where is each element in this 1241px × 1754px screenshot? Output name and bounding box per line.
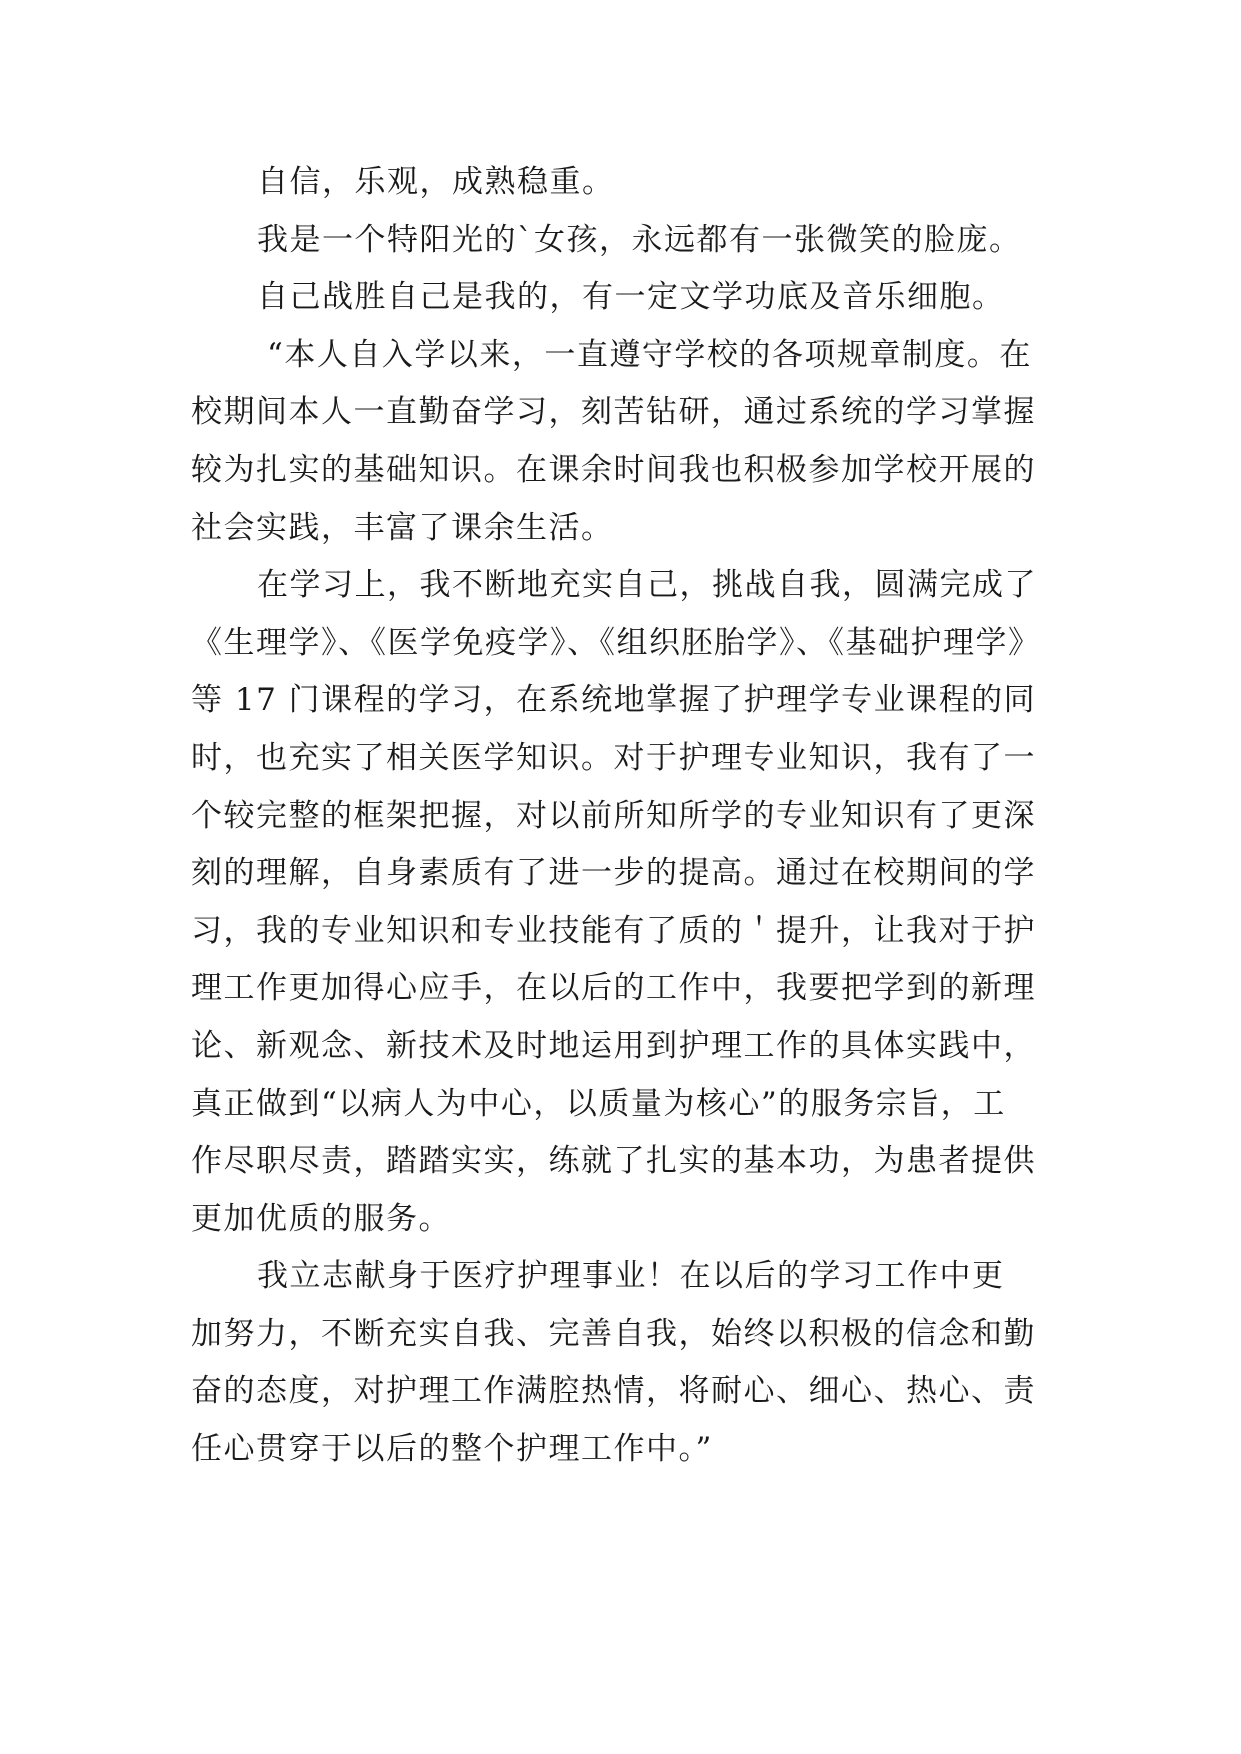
text-line: 任心贯穿于以后的整个护理工作中。” [191,1431,713,1468]
text-line: 作尽职尽责，踏踏实实，练就了扎实的基本功，为患者提供 [191,1143,1036,1180]
text-line: 社会实践，丰富了课余生活。 [191,509,614,546]
text-line: 更加优质的服务。 [191,1200,451,1237]
text-line: 等 17 门课程的学习，在系统地掌握了护理学专业课程的同 [191,682,1037,719]
text-line: 论、新观念、新技术及时地运用到护理工作的具体实践中， [191,1027,1036,1064]
text-line: 较为扎实的基础知识。在课余时间我也积极参加学校开展的 [191,451,1036,488]
text-line: 自己战胜自己是我的，有一定文学功底及音乐细胞。 [257,279,1005,316]
text-line: 自信，乐观，成熟稳重。 [257,164,615,200]
text-line: 个较完整的框架把握，对以前所知所学的专业知识有了更深 [191,797,1036,834]
text-line: 刻的理解，自身素质有了进一步的提高。通过在校期间的学 [191,855,1036,892]
text-line: 真正做到“以病人为中心，以质量为核心”的服务宗旨，工 [191,1085,1006,1122]
text-line: 在学习上，我不断地充实自己，挑战自我，圆满完成了 [257,567,1037,604]
text-line: 《生理学》、《医学免疫学》、《组织胚胎学》、《基础护理学》 [191,624,1041,661]
text-line: 理工作更加得心应手，在以后的工作中，我要把学到的新理 [191,970,1036,1007]
text-line: 时，也充实了相关医学知识。对于护理专业知识，我有了一 [191,739,1036,776]
text-line: 我立志献身于医疗护理事业！在以后的学习工作中更 [257,1258,1005,1295]
text-line: 校期间本人一直勤奋学习，刻苦钻研，通过系统的学习掌握 [191,394,1036,431]
text-line: 习，我的专业知识和专业技能有了质的＇提升，让我对于护 [191,912,1036,949]
text-line: 奋的态度，对护理工作满腔热情，将耐心、细心、热心、责 [191,1373,1036,1410]
text-line: “本人自入学以来，一直遵守学校的各项规章制度。在 [267,336,1032,373]
text-line: 我是一个特阳光的`女孩，永远都有一张微笑的脸庞。 [257,221,1022,258]
document-body [191,154,1051,1479]
text-line: 加努力，不断充实自我、完善自我，始终以积极的信念和勤 [191,1315,1036,1352]
